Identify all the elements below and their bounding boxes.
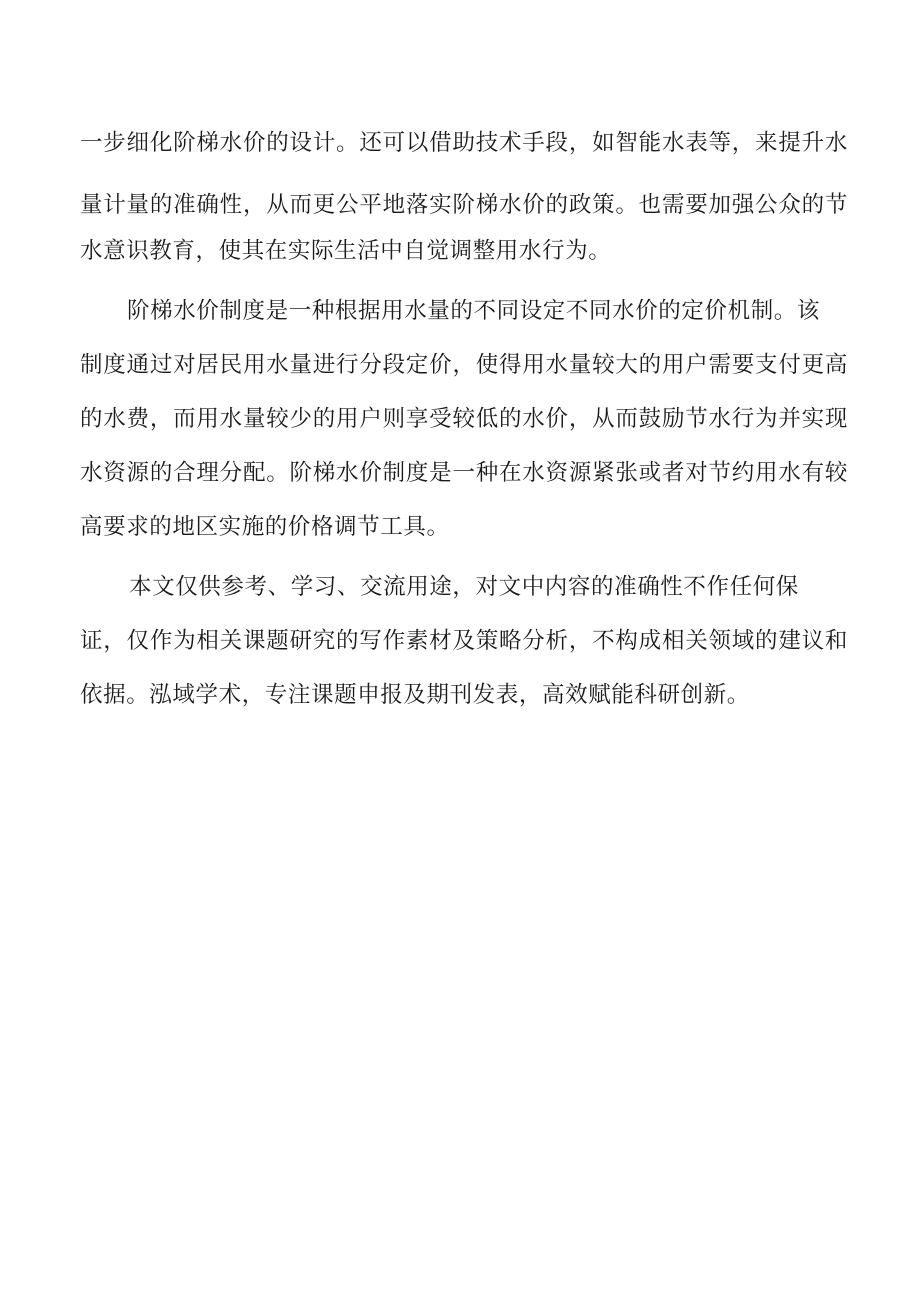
paragraph-1-line-3: 水意识教育，使其在实际生活中自觉调整用水行为。 bbox=[80, 238, 612, 264]
paragraph-2-line-1: 阶梯水价制度是一种根据用水量的不同设定不同水价的定价机制。该 bbox=[127, 298, 821, 324]
paragraph-2-line-3: 的水费，而用水量较少的用户则享受较低的水价，从而鼓励节水行为并实现 bbox=[80, 406, 848, 432]
paragraph-2-line-2: 制度通过对居民用水量进行分段定价，使得用水量较大的用户需要支付更高 bbox=[80, 352, 848, 378]
paragraph-2-line-4: 水资源的合理分配。阶梯水价制度是一种在水资源紧张或者对节约用水有较 bbox=[80, 460, 848, 486]
paragraph-3-line-1: 本文仅供参考、学习、交流用途，对文中内容的准确性不作任何保 bbox=[129, 574, 799, 600]
paragraph-2-line-5: 高要求的地区实施的价格调节工具。 bbox=[80, 514, 450, 540]
paragraph-3-line-2: 证，仅作为相关课题研究的写作素材及策略分析，不构成相关领域的建议和 bbox=[80, 628, 848, 654]
paragraph-1-line-1: 一步细化阶梯水价的设计。还可以借助技术手段，如智能水表等，来提升水 bbox=[80, 130, 848, 156]
paragraph-1-line-2: 量计量的准确性，从而更公平地落实阶梯水价的政策。也需要加强公众的节 bbox=[80, 192, 848, 218]
paragraph-3-line-3: 依据。泓域学术，专注课题申报及期刊发表，高效赋能科研创新。 bbox=[80, 682, 750, 708]
